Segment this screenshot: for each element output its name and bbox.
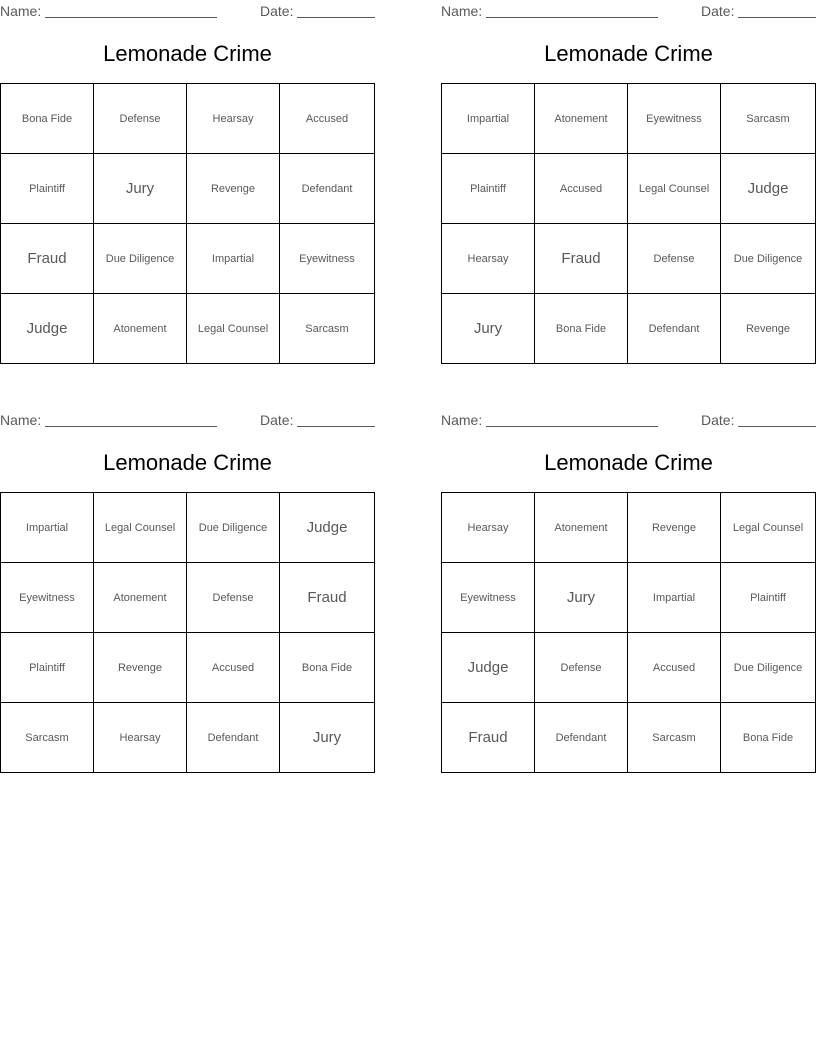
bingo-cell: Atonement (535, 84, 628, 154)
bingo-cell: Plaintiff (721, 563, 815, 633)
bingo-cell: Accused (187, 633, 280, 703)
bingo-cell: Jury (442, 294, 535, 363)
name-blank-line (45, 426, 217, 427)
bingo-grid (441, 492, 816, 773)
bingo-cell: Plaintiff (1, 633, 94, 703)
bingo-cell: Atonement (94, 563, 187, 633)
bingo-cell: Legal Counsel (187, 294, 280, 363)
bingo-cell: Accused (535, 154, 628, 224)
bingo-cell: Judge (1, 294, 94, 363)
bingo-cell: Jury (94, 154, 187, 224)
bingo-cell: Defendant (187, 703, 280, 772)
date-label: Date: (701, 3, 735, 19)
bingo-cell: Fraud (442, 703, 535, 772)
bingo-cell: Defense (535, 633, 628, 703)
bingo-cell: Defendant (628, 294, 721, 363)
bingo-cell: Due Diligence (94, 224, 187, 294)
bingo-cell: Hearsay (442, 224, 535, 294)
bingo-cell: Sarcasm (628, 703, 721, 772)
bingo-cell: Sarcasm (305, 322, 349, 335)
bingo-cell: Hearsay (442, 493, 535, 563)
name-label: Name: (0, 3, 42, 19)
bingo-cell: Atonement (94, 294, 187, 363)
bingo-cell: Sarcasm (721, 84, 815, 154)
bingo-cell: Atonement (535, 493, 628, 563)
date-label: Date: (701, 412, 735, 428)
bingo-cell: Due Diligence (721, 224, 815, 294)
bingo-cell: Hearsay (94, 703, 187, 772)
bingo-cell: Impartial (442, 84, 535, 154)
bingo-cell: Fraud (1, 224, 94, 294)
bingo-grid (0, 492, 375, 773)
bingo-cell: Sarcasm (1, 703, 94, 772)
bingo-cell: Jury (535, 563, 628, 633)
bingo-cell: Plaintiff (442, 154, 535, 224)
name-label: Name: (441, 3, 483, 19)
name-blank-line (45, 17, 217, 18)
date-label: Date: (260, 412, 294, 428)
card-title: Lemonade Crime (103, 450, 272, 475)
card-title: Lemonade Crime (544, 450, 713, 475)
card-header (441, 2, 816, 20)
bingo-cell: Eyewitness (1, 563, 94, 633)
bingo-cell: Judge (280, 493, 374, 563)
name-label: Name: (441, 412, 483, 428)
bingo-cell: Judge (442, 633, 535, 703)
bingo-cell: Defense (94, 84, 187, 154)
date-blank-line (297, 426, 375, 427)
bingo-cell: Legal Counsel (721, 493, 815, 563)
bingo-cell: Impartial (187, 224, 280, 294)
bingo-cell: Judge (721, 154, 815, 224)
bingo-cell: Eyewitness (280, 224, 374, 294)
bingo-cell: Legal Counsel (628, 154, 721, 224)
bingo-grid (0, 83, 375, 364)
bingo-cell: Bona Fide (742, 731, 794, 744)
name-blank-line (486, 426, 658, 427)
bingo-cell: Fraud (535, 224, 628, 294)
bingo-cell: Due Diligence (187, 493, 280, 563)
date-blank-line (297, 17, 375, 18)
bingo-cell: Impartial (1, 493, 94, 563)
bingo-cell: Eyewitness (628, 84, 721, 154)
bingo-cell: Accused (280, 84, 374, 154)
date-blank-line (738, 17, 816, 18)
bingo-grid (441, 83, 816, 364)
card-title: Lemonade Crime (103, 41, 272, 66)
bingo-cell: Revenge (628, 493, 721, 563)
bingo-cell: Defendant (535, 703, 628, 772)
bingo-cell: Bona Fide (280, 633, 374, 703)
name-label: Name: (0, 412, 42, 428)
bingo-cell: Eyewitness (442, 563, 535, 633)
bingo-cell: Bona Fide (535, 294, 628, 363)
bingo-cell: Hearsay (187, 84, 280, 154)
bingo-cell: Due Diligence (721, 633, 815, 703)
card-header (0, 2, 375, 20)
bingo-cell: Jury (312, 729, 342, 746)
bingo-cell: Defense (628, 224, 721, 294)
bingo-cell: Revenge (187, 154, 280, 224)
date-blank-line (738, 426, 816, 427)
bingo-cell: Plaintiff (1, 154, 94, 224)
bingo-cell: Bona Fide (1, 84, 94, 154)
date-label: Date: (260, 3, 294, 19)
bingo-cell: Defendant (280, 154, 374, 224)
card-header (0, 411, 375, 429)
name-blank-line (486, 17, 658, 18)
bingo-cell: Impartial (628, 563, 721, 633)
bingo-cell: Fraud (280, 563, 374, 633)
bingo-cell: Revenge (745, 322, 791, 335)
card-title: Lemonade Crime (544, 41, 713, 66)
bingo-cell: Accused (628, 633, 721, 703)
bingo-cell: Revenge (94, 633, 187, 703)
card-header (441, 411, 816, 429)
bingo-cell: Legal Counsel (94, 493, 187, 563)
bingo-cell: Defense (187, 563, 280, 633)
